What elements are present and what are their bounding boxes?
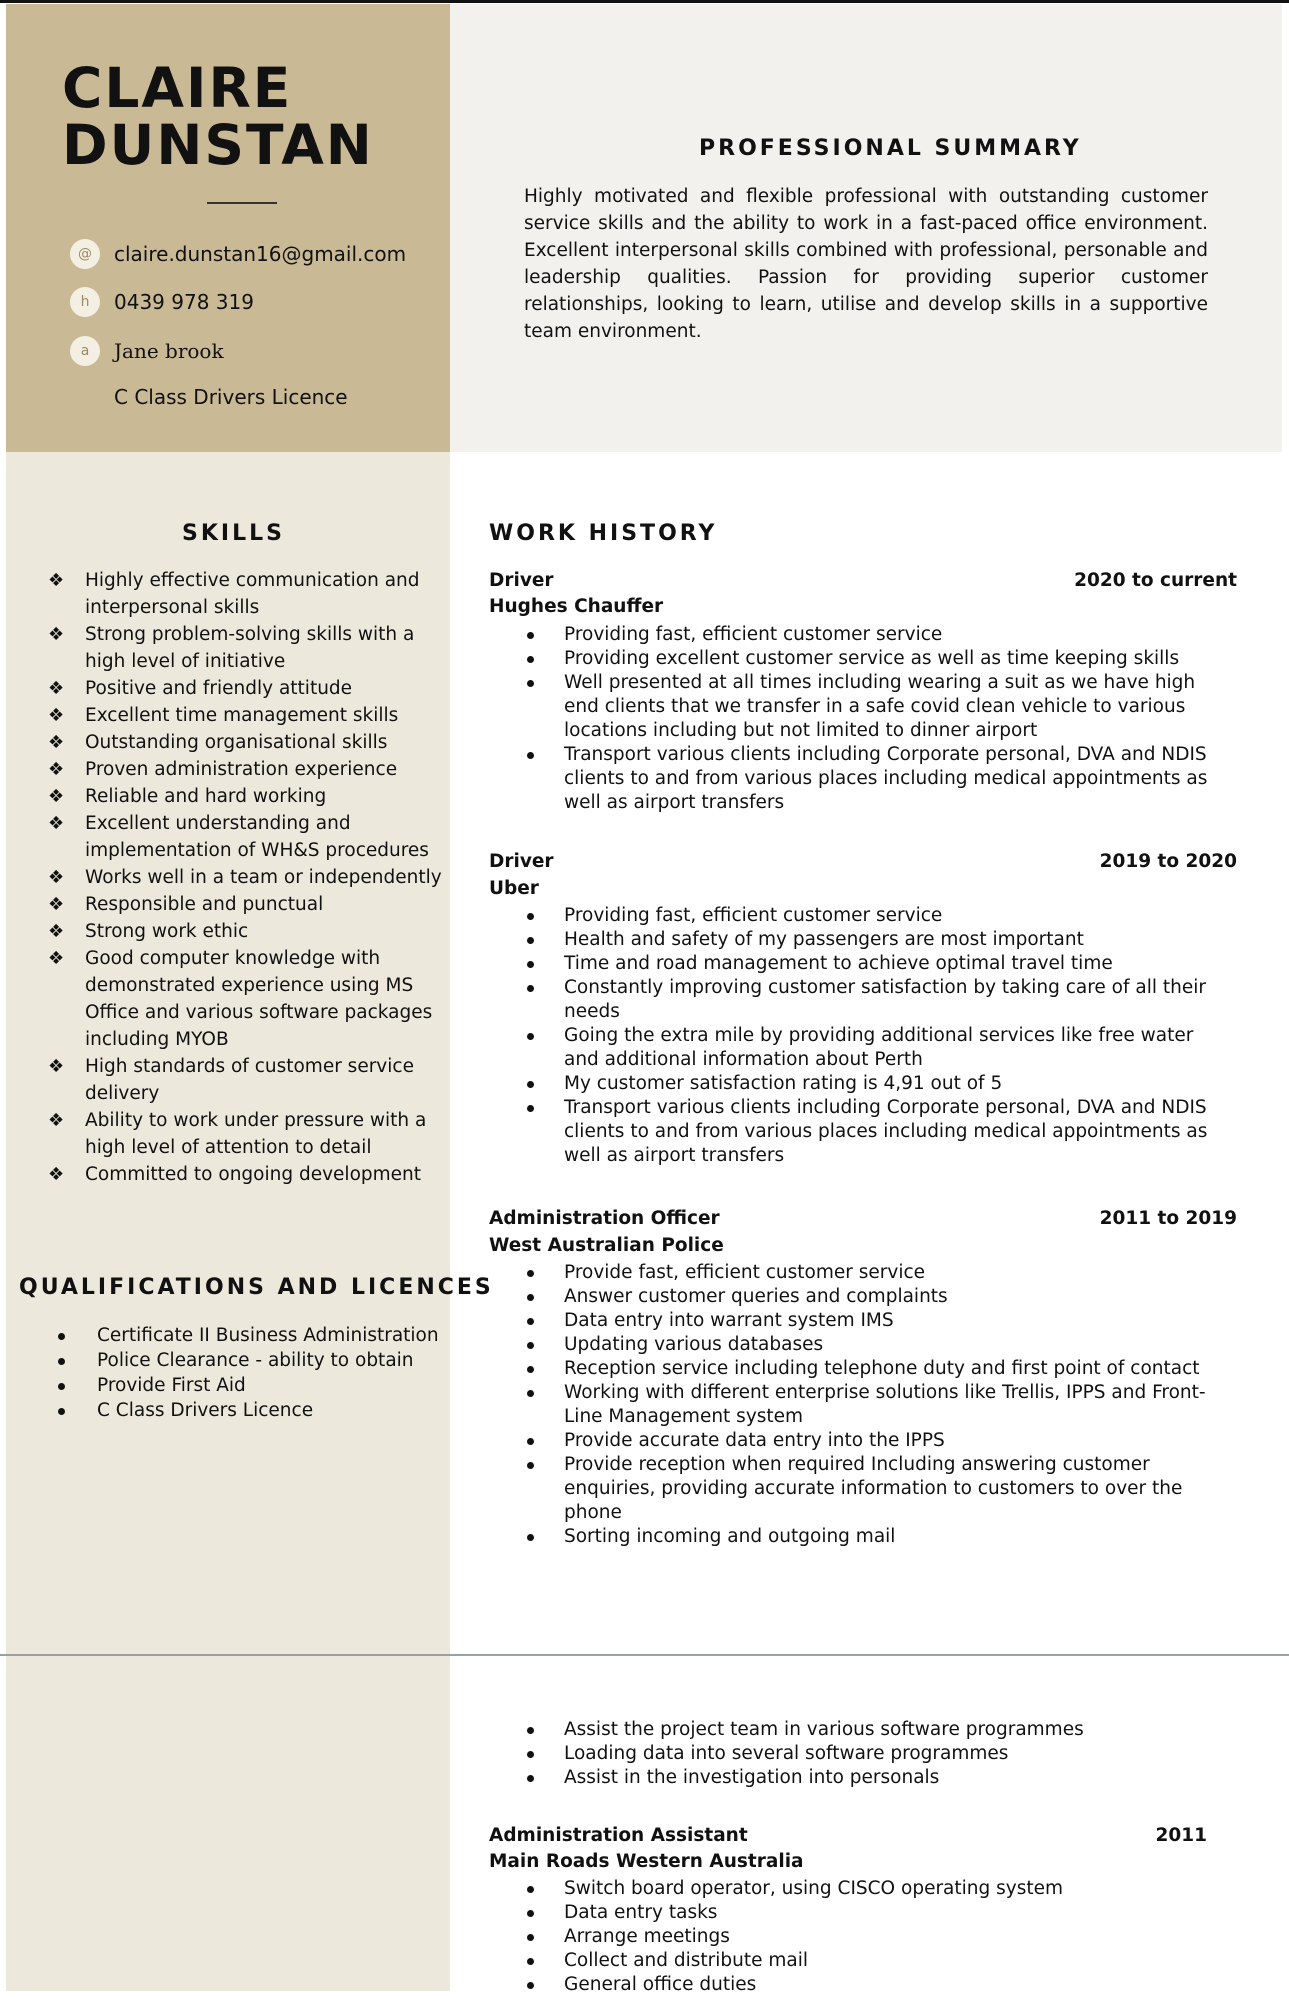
bullet-icon	[527, 1910, 534, 1917]
bullet-icon	[527, 1342, 534, 1349]
duty-item	[524, 647, 1224, 671]
job-company: West Australian Police	[489, 1235, 724, 1256]
top-border	[0, 0, 1289, 3]
skill-text: Highly effective communication and interpersonal skills	[85, 570, 420, 618]
duty-item	[524, 671, 1224, 743]
diamond-bullet-icon: ❖	[48, 867, 65, 888]
duty-item	[524, 1429, 1224, 1453]
duty-text: Provide accurate data entry into the IPPS	[564, 1430, 945, 1451]
skill-text: Committed to ongoing development	[85, 1164, 422, 1185]
duty-text: Providing excellent customer service as well as time keeping skills	[564, 648, 1180, 669]
duty-text: Providing fast, efficient customer service	[564, 905, 943, 926]
candidate-name	[62, 56, 374, 177]
diamond-bullet-icon: ❖	[48, 759, 65, 780]
duty-text: Going the extra mile by providing additional services like free water and additional information about Perth	[564, 1025, 1194, 1070]
duty-text: My customer satisfaction rating is 4,91 out of 5	[564, 1073, 1003, 1094]
duty-item	[524, 1072, 1224, 1096]
duty-text: Reception service including telephone duty and first point of contact	[564, 1358, 1200, 1379]
diamond-bullet-icon: ❖	[48, 813, 65, 834]
page-break-line	[0, 1654, 1289, 1656]
diamond-bullet-icon: ❖	[48, 732, 65, 753]
qualification-item	[58, 1373, 448, 1398]
bullet-icon	[527, 985, 534, 992]
skill-item	[48, 1107, 448, 1161]
bullet-icon	[527, 1886, 534, 1893]
duty-text: Updating various databases	[564, 1334, 824, 1355]
skill-text: High standards of customer service delivery	[85, 1056, 414, 1104]
skill-text: Good computer knowledge with demonstrated experience using MS Office and various software packages including MYOB	[85, 948, 433, 1050]
work-history-heading: WORK HISTORY	[489, 521, 718, 546]
qualification-text: Certificate II Business Administration	[97, 1325, 439, 1346]
duty-item	[524, 928, 1224, 952]
skill-item	[48, 945, 448, 1053]
bullet-icon	[527, 937, 534, 944]
duty-text: Answer customer queries and complaints	[564, 1286, 948, 1307]
skill-text: Outstanding organisational skills	[85, 732, 388, 753]
duty-text: Health and safety of my passengers are most important	[564, 929, 1084, 950]
bullet-icon	[527, 656, 534, 663]
duty-text: Provide reception when required Including answering customer enquiries, providing accurate information to customers to over the phone	[564, 1454, 1183, 1523]
skill-item	[48, 918, 448, 945]
skill-text: Proven administration experience	[85, 759, 398, 780]
job-title: Driver	[489, 570, 554, 591]
qualification-text: C Class Drivers Licence	[97, 1400, 314, 1421]
duty-text: General office duties	[564, 1974, 757, 1995]
job-company: Main Roads Western Australia	[489, 1851, 804, 1872]
skill-text: Strong work ethic	[85, 921, 249, 942]
job-duties	[524, 1261, 1224, 1549]
skill-item	[48, 783, 448, 810]
duty-item	[524, 1718, 1224, 1742]
email-icon: @	[70, 239, 100, 269]
qualification-text: Provide First Aid	[97, 1375, 246, 1396]
diamond-bullet-icon: ❖	[48, 705, 65, 726]
contact-address	[70, 334, 224, 368]
duty-item	[524, 1877, 1224, 1901]
bullet-icon	[527, 680, 534, 687]
contact-phone[interactable]	[70, 285, 254, 319]
summary-heading: PROFESSIONAL SUMMARY	[699, 136, 1082, 161]
duty-text: Assist the project team in various software programmes	[564, 1719, 1084, 1740]
name-divider	[207, 202, 277, 204]
skill-item	[48, 1053, 448, 1107]
diamond-bullet-icon: ❖	[48, 948, 65, 969]
duty-item	[524, 1261, 1224, 1285]
skill-item	[48, 702, 448, 729]
bullet-icon	[527, 1081, 534, 1088]
duty-text: Constantly improving customer satisfaction by taking care of all their needs	[564, 977, 1206, 1022]
skill-text: Ability to work under pressure with a high level of attention to detail	[85, 1110, 427, 1158]
bullet-icon	[58, 1408, 65, 1415]
skill-text: Strong problem-solving skills with a high level of initiative	[85, 624, 415, 672]
skill-item	[48, 864, 448, 891]
bullet-icon	[527, 1366, 534, 1373]
duty-text: Transport various clients including Corporate personal, DVA and NDIS clients to and from various places including medical appointments as well as airport transfers	[564, 1097, 1208, 1166]
job-duties-continued	[524, 1718, 1224, 1790]
duty-item	[524, 1973, 1224, 1997]
bullet-icon	[527, 1534, 534, 1541]
bullet-icon	[527, 1751, 534, 1758]
diamond-bullet-icon: ❖	[48, 1164, 65, 1185]
skill-text: Excellent time management skills	[85, 705, 399, 726]
diamond-bullet-icon: ❖	[48, 624, 65, 645]
job-date: 2019 to 2020	[1099, 851, 1237, 872]
duty-item	[524, 1096, 1224, 1168]
duty-text: Arrange meetings	[564, 1926, 730, 1947]
bullet-icon	[58, 1383, 65, 1390]
bullet-icon	[527, 1294, 534, 1301]
qualification-item	[58, 1398, 448, 1423]
duty-text: Time and road management to achieve optimal travel time	[564, 953, 1113, 974]
summary-text: Highly motivated and flexible professional with outstanding customer service skills and the ability to work in a fast-paced office environment. Excellent interpersonal skills combined with professional, personable and leadership qualities. Passion for providing superior customer relationships, looking to learn, utilise and develop skills in a supportive team environment.	[524, 186, 1208, 342]
duty-item	[524, 623, 1224, 647]
bullet-icon	[527, 1033, 534, 1040]
skill-item	[48, 621, 448, 675]
bullet-icon	[58, 1333, 65, 1340]
bullet-icon	[527, 1270, 534, 1277]
duty-item	[524, 1357, 1224, 1381]
duty-text: Provide fast, efficient customer service	[564, 1262, 926, 1283]
job-date: 2011	[1155, 1825, 1207, 1846]
bullet-icon	[527, 1958, 534, 1965]
bullet-icon	[527, 1934, 534, 1941]
qualifications-list	[58, 1323, 448, 1423]
bullet-icon	[527, 1105, 534, 1112]
duty-text: Providing fast, efficient customer service	[564, 624, 943, 645]
duty-item	[524, 1333, 1224, 1357]
diamond-bullet-icon: ❖	[48, 1056, 65, 1077]
name-first: CLAIRE	[62, 56, 293, 120]
duty-text: Well presented at all times including wearing a suit as we have high end clients that we transfer in a safe covid clean vehicle to various locations including but not limited to dinner airport	[564, 672, 1196, 741]
phone-text: 0439 978 319	[114, 290, 254, 314]
skill-item	[48, 891, 448, 918]
duty-item	[524, 1309, 1224, 1333]
skill-text: Reliable and hard working	[85, 786, 327, 807]
skill-item	[48, 567, 448, 621]
duty-text: Loading data into several software programmes	[564, 1743, 1009, 1764]
diamond-bullet-icon: ❖	[48, 1110, 65, 1131]
job-duties	[524, 1877, 1224, 1997]
duty-item	[524, 1285, 1224, 1309]
job-title: Driver	[489, 851, 554, 872]
skill-item	[48, 675, 448, 702]
skill-text: Responsible and punctual	[85, 894, 324, 915]
bullet-icon	[527, 752, 534, 759]
duty-item	[524, 1024, 1224, 1072]
duty-item	[524, 1766, 1224, 1790]
skill-text: Works well in a team or independently	[85, 867, 442, 888]
bullet-icon	[527, 1462, 534, 1469]
address-text: Jane brook	[114, 339, 224, 363]
job-company: Uber	[489, 878, 539, 899]
skill-item	[48, 729, 448, 756]
duty-item	[524, 1925, 1224, 1949]
name-last: DUNSTAN	[62, 113, 374, 177]
job-date: 2011 to 2019	[1099, 1208, 1237, 1229]
job-date: 2020 to current	[1074, 570, 1237, 591]
duty-text: Assist in the investigation into personals	[564, 1767, 940, 1788]
licence-text: C Class Drivers Licence	[114, 385, 348, 409]
diamond-bullet-icon: ❖	[48, 894, 65, 915]
skills-list	[48, 567, 448, 1188]
duty-text: Sorting incoming and outgoing mail	[564, 1526, 896, 1547]
contact-licence	[114, 380, 348, 414]
duty-item	[524, 1525, 1224, 1549]
duty-text: Collect and distribute mail	[564, 1950, 809, 1971]
job-title: Administration Officer	[489, 1208, 720, 1229]
duty-text: Data entry tasks	[564, 1902, 718, 1923]
job-title: Administration Assistant	[489, 1825, 748, 1846]
skill-text: Positive and friendly attitude	[85, 678, 353, 699]
bullet-icon	[58, 1358, 65, 1365]
duty-item	[524, 904, 1224, 928]
duty-text: Switch board operator, using CISCO operating system	[564, 1878, 1064, 1899]
duty-item	[524, 1381, 1224, 1429]
address-icon: a	[70, 336, 100, 366]
qualification-item	[58, 1348, 448, 1373]
duty-text: Data entry into warrant system IMS	[564, 1310, 894, 1331]
duty-text: Transport various clients including Corporate personal, DVA and NDIS clients to and from various places including medical appointments as well as airport transfers	[564, 744, 1208, 813]
skill-item	[48, 1161, 448, 1188]
skill-text: Excellent understanding and implementation of WH&S procedures	[85, 813, 429, 861]
diamond-bullet-icon: ❖	[48, 921, 65, 942]
qualification-item	[58, 1323, 448, 1348]
bullet-icon	[527, 961, 534, 968]
duty-item	[524, 952, 1224, 976]
email-text: claire.dunstan16@gmail.com	[114, 242, 407, 266]
bullet-icon	[527, 1390, 534, 1397]
duty-text: Working with different enterprise solutions like Trellis, IPPS and Front-Line Management system	[564, 1382, 1206, 1427]
duty-item	[524, 1453, 1224, 1525]
duty-item	[524, 743, 1224, 815]
phone-icon: h	[70, 287, 100, 317]
duty-item	[524, 1742, 1224, 1766]
bullet-icon	[527, 1775, 534, 1782]
bullet-icon	[527, 1438, 534, 1445]
bullet-icon	[527, 913, 534, 920]
bullet-icon	[527, 1727, 534, 1734]
contact-email[interactable]	[70, 237, 406, 271]
diamond-bullet-icon: ❖	[48, 570, 65, 591]
bullet-icon	[527, 1318, 534, 1325]
qualifications-heading: QUALIFICATIONS AND LICENCES	[19, 1275, 494, 1300]
job-company: Hughes Chauffer	[489, 596, 664, 617]
job-duties	[524, 623, 1224, 815]
skill-item	[48, 756, 448, 783]
diamond-bullet-icon: ❖	[48, 678, 65, 699]
bullet-icon	[527, 632, 534, 639]
bullet-icon	[527, 1982, 534, 1989]
duty-item	[524, 976, 1224, 1024]
skill-item	[48, 810, 448, 864]
job-duties	[524, 904, 1224, 1168]
qualification-text: Police Clearance - ability to obtain	[97, 1350, 414, 1371]
diamond-bullet-icon: ❖	[48, 786, 65, 807]
skills-heading: SKILLS	[182, 521, 285, 546]
duty-item	[524, 1901, 1224, 1925]
duty-item	[524, 1949, 1224, 1973]
